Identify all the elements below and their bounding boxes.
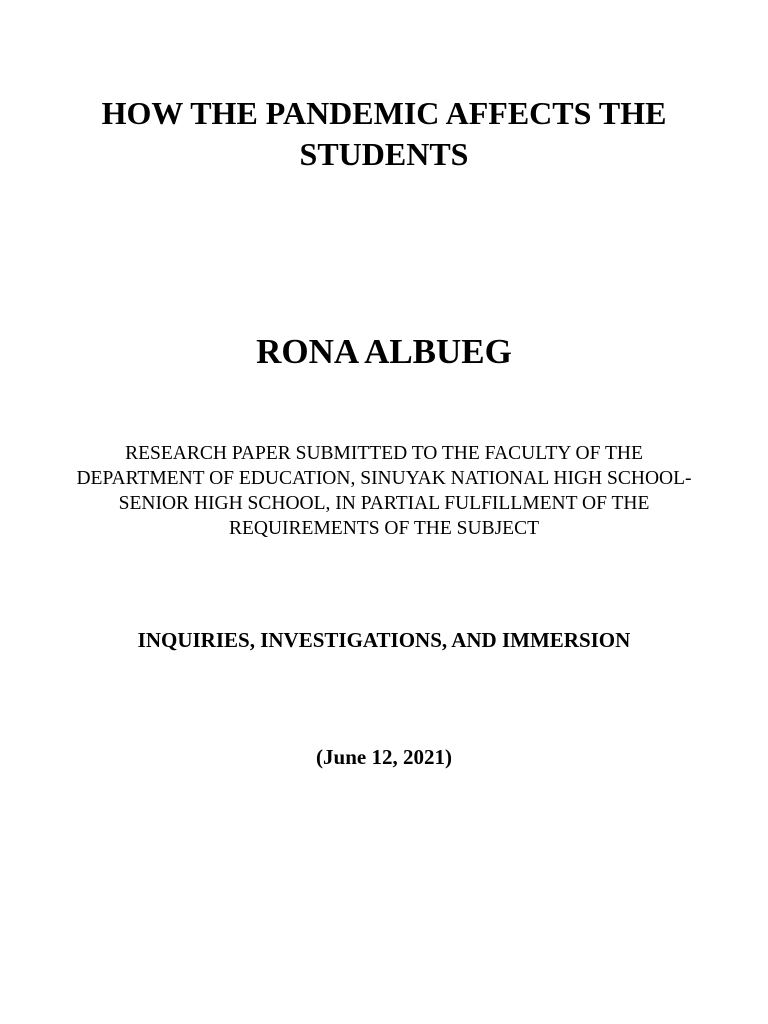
submission-date: (June 12, 2021) [316,745,452,769]
subject-name: INQUIRIES, INVESTIGATIONS, AND IMMERSION [137,628,631,652]
submission-statement: RESEARCH PAPER SUBMITTED TO THE FACULTY OF THE DEPARTMENT OF EDUCATION, SINUYAK NATIONAL HIGH SCHOOL- SENIOR HIGH SCHOOL, IN PARTIAL FULFILLMENT OF THE REQUIREMENTS OF THE SUBJECT [76,443,692,539]
paper-title: HOW THE PANDEMIC AFFECTS THE STUDENTS [101,95,667,172]
author-name: RONA ALBUEG [256,332,512,371]
